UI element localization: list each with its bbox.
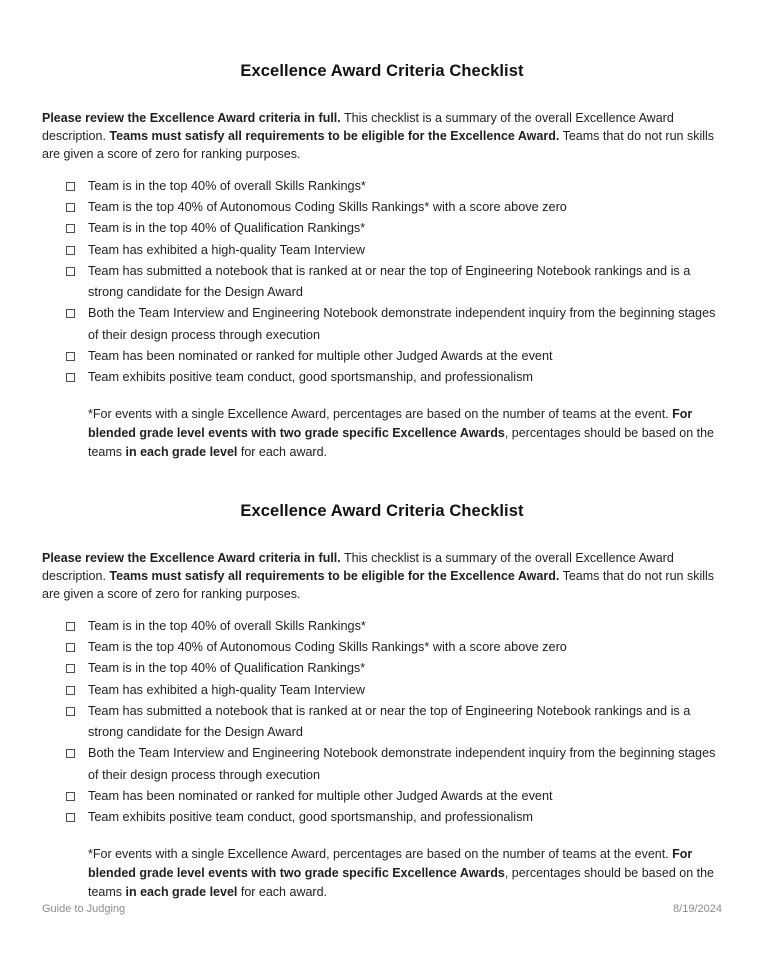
bold-text-run: For blended grade level events with two grade specific Excellence Awards: [88, 846, 693, 880]
footer-date: 8/19/2024: [673, 903, 722, 915]
checklist-item-text: Both the Team Interview and Engineering Notebook demonstrate independent inquiry from the beginning stages of their design process through execution: [88, 746, 716, 782]
empty-checkbox-icon: [66, 352, 75, 361]
checklist-item: [88, 346, 718, 367]
bold-text-run: in each grade level: [125, 884, 238, 899]
text-run: This checklist is a summary of the overall Excellence Award description.: [42, 111, 674, 144]
text-run: Teams that do not run skills are given a score of zero for ranking purposes.: [42, 569, 715, 602]
checklist-item-text: Team is the top 40% of Autonomous Coding Skills Rankings* with a score above zero: [88, 639, 567, 654]
checklist-item-text: Team has been nominated or ranked for multiple other Judged Awards at the event: [88, 348, 553, 363]
empty-checkbox-icon: [66, 792, 75, 801]
empty-checkbox-icon: [66, 813, 75, 822]
checklist-item-text: Team exhibits positive team conduct, good sportsmanship, and professionalism: [88, 370, 533, 385]
checklist-item: [88, 807, 718, 828]
text-run: for each award.: [237, 444, 328, 459]
footer-document-name: Guide to Judging: [42, 903, 126, 915]
checklist-section-2: [0, 502, 764, 902]
text-run: *For events with a single Excellence Award, percentages are based on the number of teams at the event.: [88, 846, 673, 861]
footnote-paragraph: [88, 845, 715, 902]
checklist-item: [88, 701, 718, 744]
empty-checkbox-icon: [66, 749, 75, 758]
checklist-item-text: Team is in the top 40% of overall Skills Rankings*: [88, 618, 366, 633]
checklist-item-text: Team is in the top 40% of Qualification Rankings*: [88, 661, 366, 676]
checklist-item: [88, 303, 718, 346]
criteria-checklist: [0, 616, 764, 829]
text-run: This checklist is a summary of the overall Excellence Award description.: [42, 551, 674, 584]
empty-checkbox-icon: [66, 246, 75, 255]
empty-checkbox-icon: [66, 622, 75, 631]
checklist-item: [88, 637, 718, 658]
bold-text-run: in each grade level: [125, 444, 238, 459]
empty-checkbox-icon: [66, 707, 75, 716]
empty-checkbox-icon: [66, 203, 75, 212]
checklist-section-1: [0, 62, 764, 462]
section-title: Excellence Award Criteria Checklist: [240, 502, 524, 520]
empty-checkbox-icon: [66, 182, 75, 191]
checklist-item: [88, 176, 718, 197]
empty-checkbox-icon: [66, 224, 75, 233]
checklist-item-text: Team has exhibited a high-quality Team Interview: [88, 682, 365, 697]
empty-checkbox-icon: [66, 643, 75, 652]
text-run: , percentages should be based on the teams: [88, 865, 715, 899]
section-title: Excellence Award Criteria Checklist: [240, 62, 524, 80]
bold-text-run: Please review the Excellence Award criteria in full.: [42, 111, 341, 125]
checklist-item: [88, 786, 718, 807]
checklist-item-text: Team exhibits positive team conduct, good sportsmanship, and professionalism: [88, 810, 533, 825]
checklist-item-text: Team has submitted a notebook that is ranked at or near the top of Engineering Notebook rankings and is a strong candidate for the Design Award: [88, 703, 691, 740]
checklist-item: [88, 743, 718, 786]
checklist-item-text: Team is the top 40% of Autonomous Coding Skills Rankings* with a score above zero: [88, 199, 567, 214]
text-run: , percentages should be based on the teams: [88, 425, 715, 459]
checklist-item-text: Team is in the top 40% of overall Skills Rankings*: [88, 178, 366, 193]
bold-text-run: Teams must satisfy all requirements to be eligible for the Excellence Award.: [109, 129, 560, 144]
checklist-item: [88, 261, 718, 304]
text-run: Teams that do not run skills are given a score of zero for ranking purposes.: [42, 129, 715, 162]
checklist-item: [88, 197, 718, 218]
criteria-checklist: [0, 176, 764, 389]
checklist-item-text: Team has submitted a notebook that is ranked at or near the top of Engineering Notebook rankings and is a strong candidate for the Design Award: [88, 263, 691, 300]
text-run: for each award.: [237, 884, 328, 899]
checklist-item-text: Team is in the top 40% of Qualification Rankings*: [88, 221, 366, 236]
checklist-item: [88, 367, 718, 388]
checklist-item: [88, 658, 718, 679]
bold-text-run: Teams must satisfy all requirements to be eligible for the Excellence Award.: [109, 569, 560, 584]
empty-checkbox-icon: [66, 664, 75, 673]
text-run: *For events with a single Excellence Award, percentages are based on the number of teams at the event.: [88, 406, 673, 421]
empty-checkbox-icon: [66, 267, 75, 276]
checklist-item-text: Team has exhibited a high-quality Team Interview: [88, 242, 365, 257]
footnote-paragraph: [88, 405, 715, 462]
empty-checkbox-icon: [66, 686, 75, 695]
page-footer: [42, 903, 722, 915]
checklist-item-text: Team has been nominated or ranked for multiple other Judged Awards at the event: [88, 788, 553, 803]
checklist-item: [88, 616, 718, 637]
checklist-item: [88, 240, 718, 261]
empty-checkbox-icon: [66, 373, 75, 382]
checklist-item: [88, 218, 718, 239]
empty-checkbox-icon: [66, 309, 75, 318]
intro-paragraph: [42, 549, 726, 604]
checklist-item-text: Both the Team Interview and Engineering Notebook demonstrate independent inquiry from the beginning stages of their design process through execution: [88, 306, 716, 342]
bold-text-run: Please review the Excellence Award criteria in full.: [42, 551, 341, 565]
intro-paragraph: [42, 109, 726, 164]
bold-text-run: For blended grade level events with two grade specific Excellence Awards: [88, 406, 693, 440]
checklist-item: [88, 680, 718, 701]
